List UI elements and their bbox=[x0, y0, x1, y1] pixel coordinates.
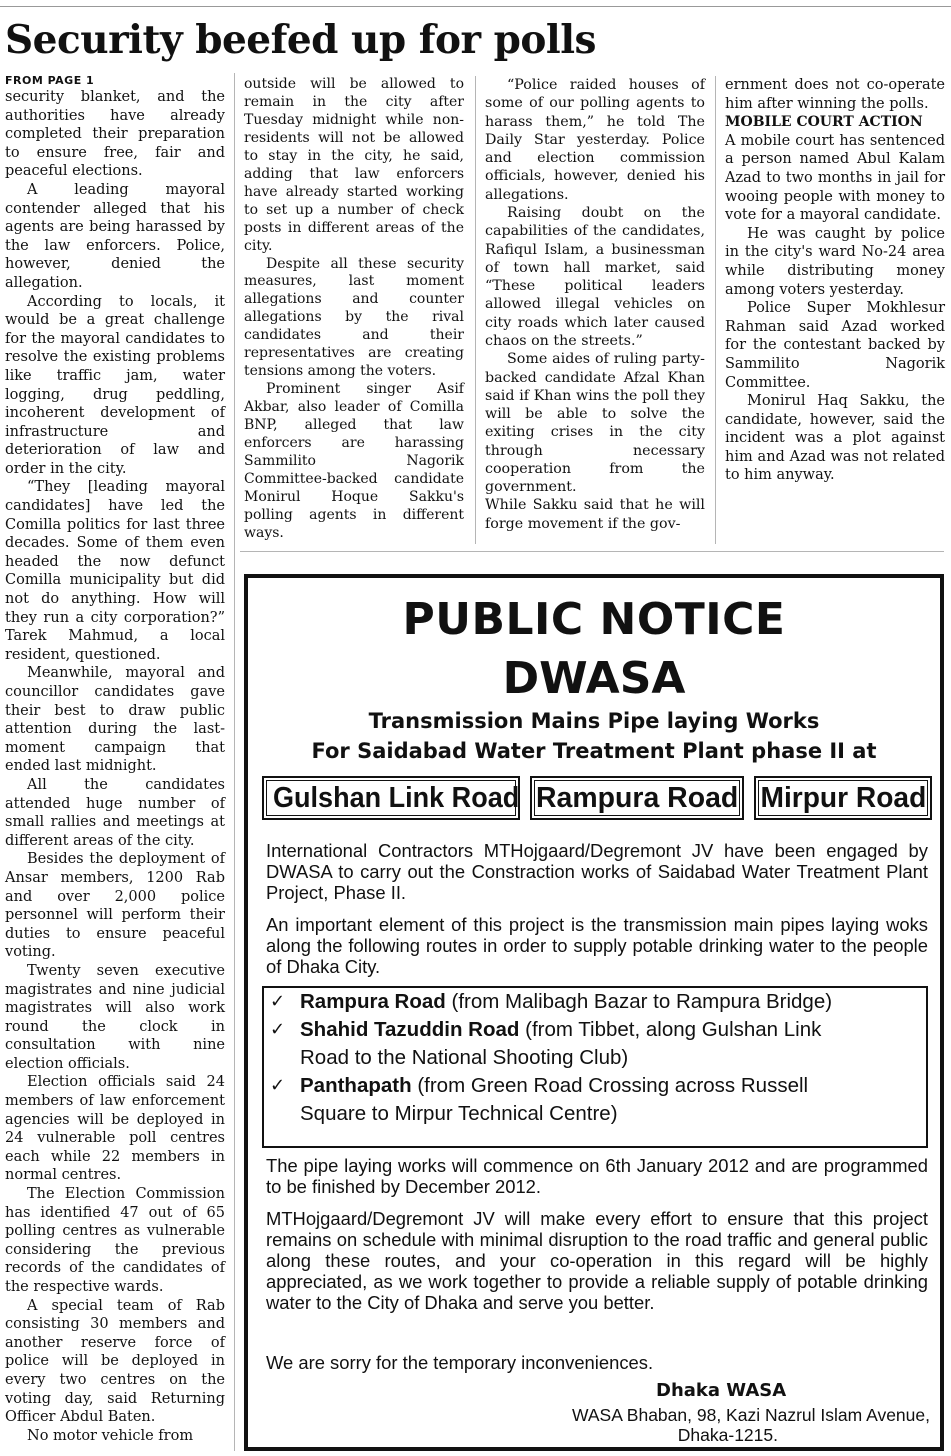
road-box-rampura: Rampura Road bbox=[530, 776, 744, 820]
headline: Security beefed up for polls bbox=[5, 17, 597, 63]
ad-paragraph: International Contractors MTHojgaard/Degremont JV have been engaged by DWASA to carry out the Constraction works of Saidabad Water Treatment Plant Project, Phase II. bbox=[266, 840, 928, 903]
article-column-3 bbox=[485, 76, 705, 533]
route-name: Rampura Road bbox=[300, 990, 446, 1013]
paragraph: A mobile court has sentenced a person named Abul Kalam Azad to two months in jail for wooing people with money to vote for a mayoral candidate. bbox=[725, 132, 945, 224]
paragraph: Meanwhile, mayoral and councillor candidates gave their best to draw public attention during the last-moment campaign that ended last midnight. bbox=[5, 665, 225, 775]
article-column-2 bbox=[244, 76, 464, 543]
paragraph: Police Super Mokhlesur Rahman said Azad worked for the contestant backed by Sammilito Nagorik Committee. bbox=[725, 300, 945, 391]
ad-paragraph: MTHojgaard/Degremont JV will make every effort to ensure that this project remains on schedule with minimal disruption to the road traffic and general public along these routes, and your co-operation in this regard will be highly appreciated, as we work together to provide a reliable supply of potable drinking water to the City of Dhaka and serve you better. bbox=[266, 1208, 928, 1313]
paragraph: While Sakku said that he will forge movement if the gov- bbox=[485, 497, 705, 532]
public-notice-ad bbox=[244, 574, 944, 1451]
kicker: FROM PAGE 1 bbox=[5, 74, 95, 87]
paragraph: The Election Commission has identified 47 out of 65 polling centres as vulnerable considering the previous records of the candidates of the respective wards. bbox=[5, 1186, 225, 1295]
route-desc-continued: Square to Mirpur Technical Centre) bbox=[300, 1102, 618, 1125]
paragraph: Despite all these security measures, last moment allegations and counter allegations by the rival candidates and their representatives are creating tensions among the voters. bbox=[244, 255, 464, 380]
paragraph: Twenty seven executive magistrates and nine judicial magistrates will also work round the clock in consultation with nine election officials. bbox=[5, 962, 225, 1072]
ad-paragraph: We are sorry for the temporary inconveniences. bbox=[266, 1352, 654, 1373]
route-item bbox=[300, 1016, 821, 1044]
paragraph: Election officials said 24 members of law enforcement agencies will be deployed in 24 vulnerable poll centres each while 22 members in normal centres. bbox=[5, 1074, 225, 1184]
route-desc: (from Green Road Crossing across Russell bbox=[411, 1074, 809, 1097]
road-box-mirpur: Mirpur Road bbox=[754, 776, 932, 820]
paragraph: Some aides of ruling party-backed candidate Afzal Khan said if Khan wins the poll they will be able to solve the exiting crises in the city through necessary cooperation from the government. bbox=[485, 351, 705, 496]
article-column-1 bbox=[5, 73, 225, 1445]
road-box-gulshan-link: Gulshan Link Road bbox=[262, 776, 520, 820]
routes-box bbox=[262, 986, 928, 1148]
route-item bbox=[300, 1072, 808, 1100]
paragraph: Prominent singer Asif Akbar, also leader of Comilla BNP, alleged that law enforcers are harassing Sammilito Nagorik Committee-backed candidate Monirul Hoque Sakku's polling agents in different ways. bbox=[244, 381, 464, 541]
ad-org-title: DWASA bbox=[502, 653, 686, 704]
paragraph: Besides the deployment of Ansar members, 1200 Rab and over 2,000 police personnel will perform their duties to ensure peaceful voting. bbox=[5, 851, 225, 961]
paragraph: All the candidates attended huge number of small rallies and meetings at different areas of the city. bbox=[5, 776, 225, 849]
section-divider bbox=[240, 551, 944, 552]
ad-paragraph: An important element of this project is the transmission main pipes laying woks along the following routes in order to supply potable drinking water to the people of Dhaka City. bbox=[266, 914, 928, 977]
column-divider bbox=[715, 76, 716, 544]
paragraph: outside will be allowed to remain in the city after Tuesday midnight while non-residents will not be allowed to stay in the city, he said, adding that law enforcers have already started working to set up a number of check posts in different areas of the city. bbox=[244, 76, 464, 254]
paragraph: No motor vehicle from bbox=[27, 1427, 194, 1444]
check-icon: ✓ bbox=[270, 1019, 286, 1040]
check-icon: ✓ bbox=[270, 991, 286, 1012]
paragraph: He was caught by police in the city's ward No-24 area while distributing money among voters yesterday. bbox=[725, 225, 945, 298]
route-item bbox=[300, 988, 832, 1016]
column-divider bbox=[234, 73, 235, 1451]
top-rule bbox=[0, 6, 951, 7]
paragraph: “Police raided houses of some of our polling agents to harass them,” he told The Daily Star yesterday. Police and election commission officials, however, denied his allegations. bbox=[485, 77, 705, 203]
route-name: Panthapath bbox=[300, 1074, 412, 1097]
route-desc: (from Malibagh Bazar to Rampura Bridge) bbox=[445, 990, 833, 1013]
column-divider bbox=[475, 76, 476, 544]
paragraph: Raising doubt on the capabilities of the candidates, Rafiqul Islam, a businessman of town hall market, said “These political leaders allowed illegal vehicles on city roads which later caused chaos on the streets.” bbox=[485, 204, 705, 349]
paragraph: security blanket, and the authorities have already completed their preparation to ensure free, fair and peaceful elections. bbox=[5, 89, 225, 180]
ad-subtitle: Transmission Mains Pipe laying Works bbox=[368, 709, 820, 733]
paragraph: A special team of Rab consisting 30 members and another reserve force of police will be deployed in every two centres on the voting day, said Returning Officer Abdul Baten. bbox=[5, 1297, 225, 1426]
signature-address: Dhaka-1215. bbox=[677, 1425, 778, 1445]
ad-subtitle: For Saidabad Water Treatment Plant phase II at bbox=[311, 739, 877, 763]
article-column-4 bbox=[725, 76, 945, 485]
check-icon: ✓ bbox=[270, 1075, 286, 1096]
signature-address: WASA Bhaban, 98, Kazi Nazrul Islam Avenue, bbox=[572, 1405, 930, 1425]
route-name: Shahid Tazuddin Road bbox=[300, 1018, 520, 1041]
subheading: MOBILE COURT ACTION bbox=[725, 114, 923, 131]
route-desc-continued: Road to the National Shooting Club) bbox=[300, 1046, 629, 1069]
route-desc: (from Tibbet, along Gulshan Link bbox=[519, 1018, 822, 1041]
paragraph: ernment does not co-operate him after winning the polls. bbox=[725, 77, 945, 112]
paragraph: A leading mayoral contender alleged that his agents are being harassed by the law enforcers. Police, however, denied the allegation. bbox=[5, 181, 225, 291]
paragraph: According to locals, it would be a great challenge for the mayoral candidates to resolve the existing problems like traffic jam, water logging, drug peddling, incoherent development of infrastructure and deterioration of law and order in the city. bbox=[5, 293, 225, 477]
ad-paragraph: The pipe laying works will commence on 6th January 2012 and are programmed to be finished by December 2012. bbox=[266, 1155, 928, 1197]
paragraph: “They [leading mayoral candidates] have led the Comilla politics for last three decades. Some of them even headed the now defunct Comilla municipality but did not do anything. How will they run a city corporation?” Tarek Mahmud, a local resident, questioned. bbox=[5, 479, 225, 663]
paragraph: Monirul Haq Sakku, the candidate, however, said the incident was a plot against him and Azad was not related to him anyway. bbox=[725, 393, 945, 484]
signature-org: Dhaka WASA bbox=[656, 1380, 787, 1401]
ad-title: PUBLIC NOTICE bbox=[402, 594, 786, 645]
